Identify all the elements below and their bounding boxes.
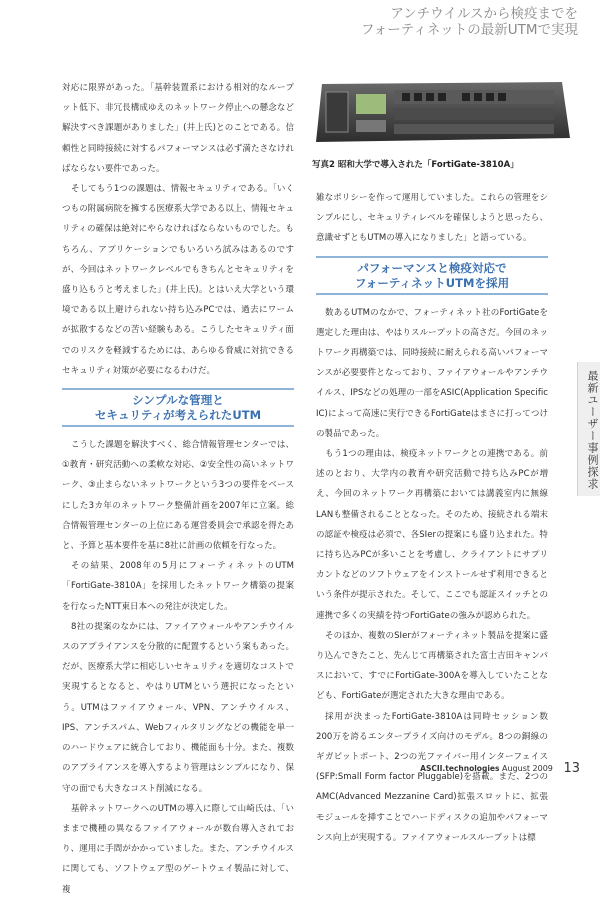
product-photo bbox=[312, 76, 574, 148]
paragraph: その結果、2008年の5月にフォーティネットのUTM「FortiGate-3810A」を採用したネットワーク構築の提案を行なったNTT東日本への発注が決定した。 bbox=[62, 561, 294, 612]
paragraph: 対応に限界があった。「基幹装置系における相対的なループット低下、非冗長構成ゆえのネットワーク停止への懸念など解決すべき課題がありました」(井上氏)とのことである。信頼性と同時接続に対するパフォーマンスは必ず満たさなければならない要件であった。 bbox=[62, 83, 294, 174]
header-line-2: フォーティネットの最新UTMで実現 bbox=[360, 22, 578, 38]
section-heading bbox=[316, 256, 548, 295]
paragraph: 8社の提案のなかには、ファイアウォールやアンチウイルスのアプライアンスを分散的に配置するという案もあった。だが、医療系大学に相応しいセキュリティを適切なコストで実現するとなると、やはりUTMという選択になったという。UTMはファイアウォール、VPN、アンチウイルス、IPS、アンチスパム、Webフィルタリングなどの機能を単一のハードウェアに統合しており、機能面も十分。また、複数のアプライアンスを導入するより管理はシンプルになり、保守の面でも大きなコスト削減になる。 bbox=[62, 621, 294, 794]
fortigate-device-image bbox=[312, 76, 574, 148]
section-heading-line-1: シンプルな管理と bbox=[132, 393, 224, 408]
section-heading bbox=[62, 388, 294, 427]
page-footer bbox=[420, 761, 580, 776]
side-tab bbox=[577, 362, 600, 496]
paragraph: もう1つの理由は、検疫ネットワークとの連携である。前述のとおり、大学内の教育や研究活動で持ち込みPCが増え、今回のネットワーク再構築においては講義室内に無線LANも整備されることとなった。そのため、接続される端末の認証や検疫は必須で、各SIerの提案にも盛り込まれた。特に持ち込みPCが多いことを考慮し、クライアントにサプリカントなどのソフトウェアをインストールせず利用できるという条件が提示された。そして、ここでも認証スイッチとの連携で多くの実績を持つFortiGateの強みが認められた。 bbox=[316, 449, 548, 621]
page-number: 13 bbox=[563, 761, 580, 776]
section-heading-line-1: パフォーマンスと検疫対応で bbox=[357, 260, 507, 275]
right-column bbox=[316, 188, 548, 848]
section-heading-line-2: フォーティネットUTMを採用 bbox=[354, 275, 510, 290]
caption-text: 昭和大学で導入された「FortiGate-3810A」 bbox=[337, 160, 519, 170]
publication-name: ASCII.technologies bbox=[420, 764, 500, 773]
paragraph: そのほか、複数のSIerがフォーティネット製品を提案に盛り込んできたこと、先んじて再構築された富士吉田キャンパスにおいて、すでにFortiGate-300Aを導入していたことなども、FortiGateが選定された大きな理由である。 bbox=[316, 630, 548, 702]
paragraph: こうした課題を解決すべく、総合情報管理センターでは、①教育・研究活動への柔軟な対応、②安全性の高いネットワーク、③止まらないネットワークという3つの要件をベースにした3カ年のネットワーク整備計画を2007年に立案。総合情報管理センターの上位にある運営委員会で承認を得たあと、予算と基本要件を基に8社に計画の依頼を行なった。 bbox=[62, 440, 294, 552]
caption-label: 写真2 bbox=[312, 160, 335, 170]
section-heading-line-2: セキュリティが考えられたUTM bbox=[94, 408, 262, 423]
paragraph: 基幹ネットワークへのUTMの導入に際して山崎氏は、「いままで機種の異なるファイアウォールが数台導入されており、運用に手間がかかっていました。また、アンチウイルスに関しても、ソフトウェア型のゲートウェイ製品に対して、複 bbox=[62, 803, 294, 895]
page-header bbox=[361, 6, 578, 38]
photo-caption bbox=[312, 158, 519, 170]
left-column bbox=[62, 78, 294, 900]
paragraph: 採用が決まったFortiGate-3810Aは同時セッション数200万を誇るエンタープライズ向けのモデル。8つの銅線のギガビットポート、2つの光ファイバー用インターフェイス(SFP:Small Form factor Pluggable)を搭載。また、2つのAMC(Advanced Mezzanine Card)拡張スロットに、拡張モジュールを挿すことでハードディスクの追加やパフォーマンス向上が実現する。ファイアウォールスループットは標 bbox=[316, 711, 548, 843]
side-tab-label: 最新ユーザー事例探求 bbox=[586, 370, 599, 490]
paragraph: 数あるUTMのなかで、フォーティネット社のFortiGateを選定した理由は、やはりスループットの高さだ。今回のネットワーク再構築では、同時接続に耐えられる高いパフォーマンスが必要要件となっており、ファイアウォールやアンチウイルス、IPSなどの処理の一部をASIC(Application Specific IC)によって高速に実行できるFortiGateはまさに打ってつけの製品であった。 bbox=[316, 307, 548, 439]
paragraph: そしてもう1つの課題は、情報セキュリティである。「いくつもの附属病院を擁する医療系大学である以上、情報セキュリティの確保は絶対にやらなければならないものでした。もちろん、アプリケーションでもいろいろ試みはあるのですが、今回はネットワークレベルでもきちんとセキュリティを盛り込もうと考えました」(井上氏)。とはいえ大学という環境である以上避けられない持ち込みPCでは、過去にワームが拡散するなどの苦い経験もある。こうしたセキュリティ面でのリスクを軽減するためには、あらゆる脅威に対抗できるセキュリティ対策が必要になるわけだ。 bbox=[62, 184, 294, 376]
issue-date: August 2009 bbox=[502, 764, 553, 773]
header-line-1: アンチウイルスから検疫までを bbox=[390, 6, 578, 22]
paragraph: 雑なポリシーを作って運用していました。これらの管理をシンプルにし、セキュリティレベルを確保しようと思ったら、意識せずともUTMの導入になりました」と語っている。 bbox=[316, 193, 548, 244]
